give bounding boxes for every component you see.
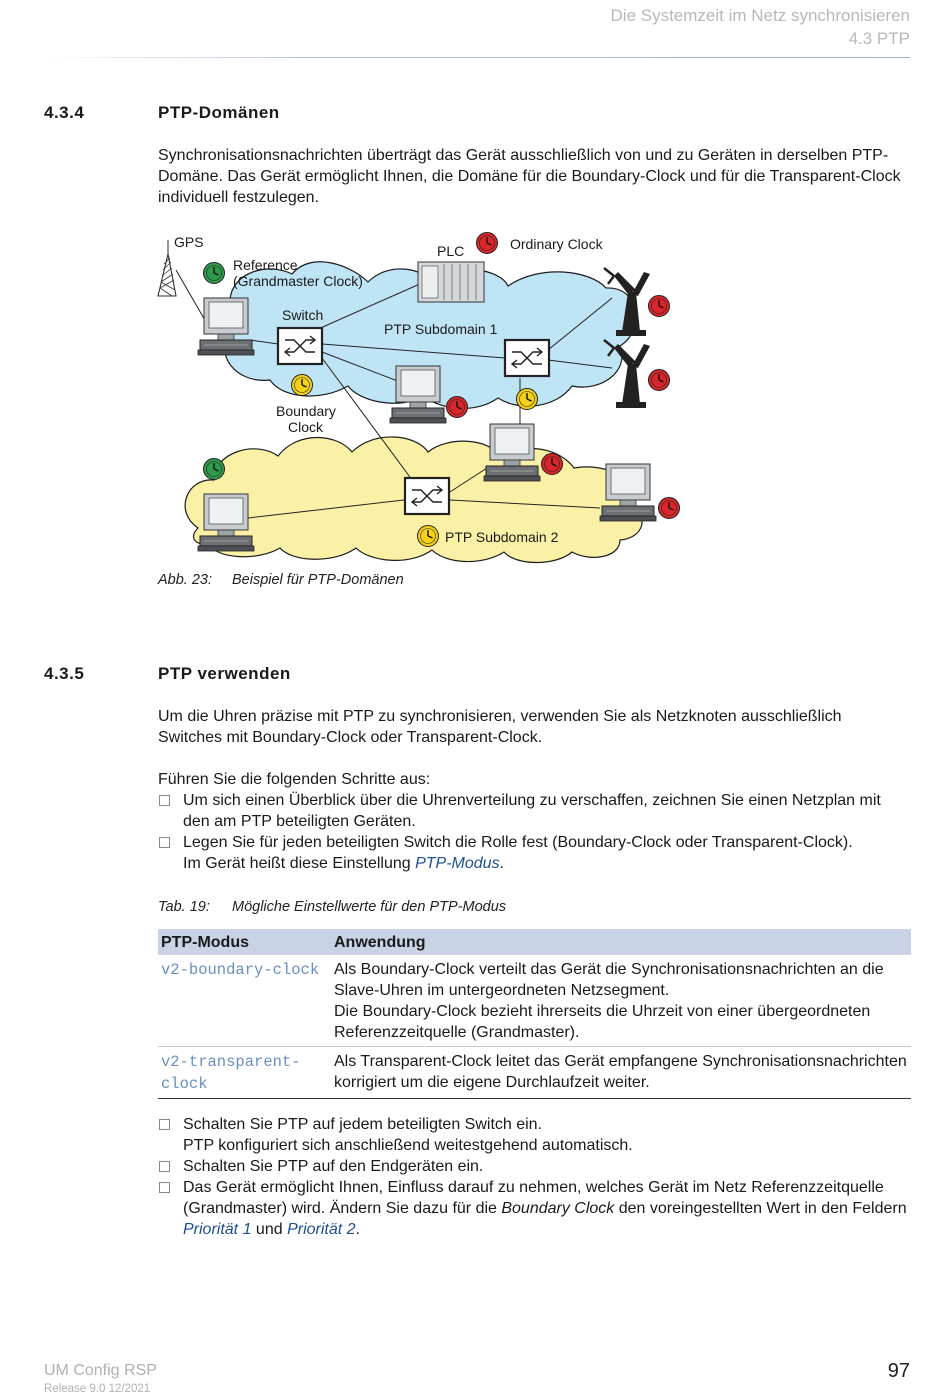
step-text-end: . [355,1221,360,1238]
mode-value: v2-transparent- [161,1053,301,1071]
mode-value: clock [161,1075,208,1093]
checkbox-bullet-icon [159,795,170,806]
table-caption-label: Tab. 19: [158,899,210,915]
table-header: PTP-Modus [158,929,331,955]
switch-boundary-clock [278,328,322,364]
table-header: Anwendung [331,929,911,955]
grandmaster-clock-icon [204,263,225,284]
label-switch: Switch [282,307,324,323]
step-text: Um sich einen Überblick über die Uhrenverteilung zu verschaffen, zeichnen Sie einen Netzplan mit den am PTP beteiligten Geräten. [183,792,881,830]
table-cell-desc [331,955,911,1047]
pc-subdomain-2-b [198,494,254,551]
step-text-end: . [499,855,505,872]
steps-intro: Führen Sie die folgenden Schritte aus: [158,771,431,788]
section-title: PTP-Domänen [158,103,280,122]
ordinary-clock-icon-pc-2 [542,454,563,475]
step-item [158,1156,910,1177]
step-item [158,1114,910,1156]
boundary-clock-icon [292,375,313,396]
reference-pc [198,298,254,355]
figure-caption-label: Abb. 23: [158,572,213,588]
grandmaster-clock-icon-2 [204,459,225,480]
label-boundary: Boundary [276,403,336,419]
step-text: Das Gerät ermöglicht Ihnen, Einfluss darauf zu nehmen, welches Gerät im Netz Referenzzeitquelle (Grandmaster) wird. Ändern Sie dazu für die [183,1179,884,1217]
section-title-2: PTP verwenden [158,664,291,683]
step-text: Schalten Sie PTP auf den Endgeräten ein. [183,1158,484,1175]
ordinary-clock-icon-plc [477,233,498,254]
table-row [158,955,911,1047]
table-cell-desc [331,1047,911,1099]
table-cell-mode [158,1047,331,1099]
desc-text: Die Boundary-Clock bezieht ihrerseits die Uhrzeit von einer übergeordneten Referenzzeitquelle (Grandmaster). [334,1003,871,1041]
step-text: Im Gerät heißt diese Einstellung [183,855,416,872]
page-number: 97 [887,1360,910,1382]
pc-subdomain-2-c [600,464,656,521]
figure-caption [158,572,404,588]
section-number: 4.3.4 [44,103,85,122]
label-ordinary-clock: Ordinary Clock [510,236,603,252]
checkbox-bullet-icon [159,837,170,848]
switch-subdomain-1 [505,340,549,376]
table-caption [158,899,506,915]
ordinary-clock-icon-robot-1 [649,296,670,317]
desc-text: Als Transparent-Clock leitet das Gerät empfangene Synchronisationsnachrichten korrigiert um die eigene Durchlaufzeit weiter. [334,1053,907,1091]
step-item [158,1177,910,1240]
pc-subdomain-2-a [484,424,540,481]
label-plc: PLC [437,243,465,259]
checkbox-bullet-icon [159,1182,170,1193]
label-grandmaster: (Grandmaster Clock) [233,273,363,289]
prioritaet-2-link[interactable]: Priorität 2 [287,1221,356,1238]
table-row [158,1047,911,1099]
section-paragraph-2: Um die Uhren präzise mit PTP zu synchronisieren, verwenden Sie als Netzknoten ausschließlich Switches mit Boundary-Clock oder Transparent-Clock. [158,708,842,746]
step-text: und [251,1221,288,1238]
step-text: Schalten Sie PTP auf jedem beteiligten Switch ein. [183,1116,543,1133]
section-number-2: 4.3.5 [44,664,85,683]
table-header-row [158,929,911,955]
header-section-ref: 4.3 PTP [848,29,910,48]
switch-subdomain-2 [405,478,449,514]
header-rule [40,57,910,58]
step-item [158,832,910,874]
boundary-clock-term: Boundary Clock [501,1200,615,1217]
plc-device [418,262,484,302]
boundary-clock-icon-2 [517,389,538,410]
footer-release: Release 9.0 12/2021 [44,1383,151,1395]
mode-value: v2-boundary-clock [161,961,320,979]
desc-text: Als Boundary-Clock verteilt das Gerät die Synchronisationsnachrichten an die Slave-Uhren im untergeordneten Netzsegment. [334,961,884,999]
step-text: PTP konfiguriert sich anschließend weitestgehend automatisch. [183,1137,633,1154]
checkbox-bullet-icon [159,1119,170,1130]
ptp-modus-table [158,929,911,1099]
step-text: den voreingestellten Wert in den Feldern [614,1200,907,1217]
prioritaet-1-link[interactable]: Priorität 1 [183,1221,252,1238]
step-item [158,790,910,832]
label-subdomain-2: PTP Subdomain 2 [445,529,559,545]
table-cell-mode [158,955,331,1047]
label-gps: GPS [174,234,204,250]
ordinary-clock-icon-robot-2 [649,370,670,391]
header-chapter-title: Die Systemzeit im Netz synchronisieren [610,6,910,25]
figure-caption-text: Beispiel für PTP-Domänen [232,572,404,588]
label-clock: Clock [288,419,324,435]
label-subdomain-1: PTP Subdomain 1 [384,321,498,337]
section-paragraph: Synchronisationsnachrichten überträgt das Gerät ausschließlich von und zu Geräten in derselben PTP-Domäne. Das Gerät ermöglicht Ihnen, die Domäne für die Boundary-Clock und für die Transparent-Clock individuell festzulegen. [158,147,901,206]
footer-product: UM Config RSP [44,1362,157,1379]
boundary-clock-icon-3 [418,526,439,547]
label-reference: Reference [233,257,298,273]
table-caption-text: Mögliche Einstellwerte für den PTP-Modus [232,899,507,915]
ptp-domain-diagram [150,225,690,565]
pc-subdomain-1 [390,366,446,423]
ordinary-clock-icon-pc-3 [659,498,680,519]
checkbox-bullet-icon [159,1161,170,1172]
step-text: Legen Sie für jeden beteiligten Switch die Rolle fest (Boundary-Clock oder Transparent-Clock). [183,834,853,851]
ordinary-clock-icon-pc-1 [447,397,468,418]
ptp-modus-link[interactable]: PTP-Modus [415,855,500,872]
